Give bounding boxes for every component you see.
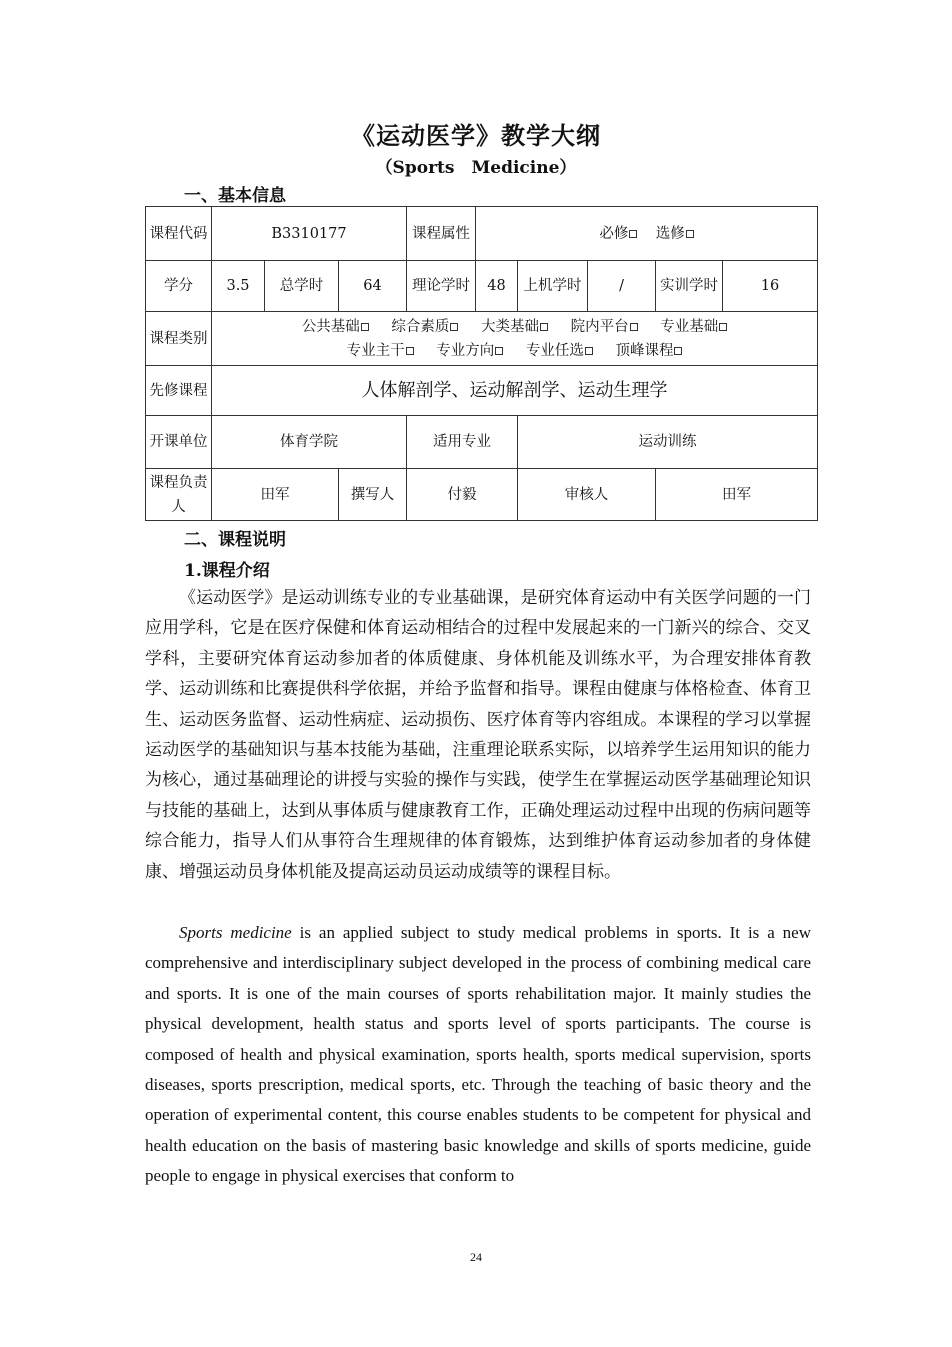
course-category-options	[212, 312, 818, 366]
course-owner-label: 课程负责人	[146, 469, 212, 521]
attribute-required: 必修	[599, 225, 629, 242]
checkbox-icon	[719, 323, 727, 331]
course-attribute-label: 课程属性	[407, 207, 476, 261]
course-intro-english	[145, 918, 811, 1192]
checkbox-icon	[630, 323, 638, 331]
category-option: 院内平台	[570, 318, 629, 335]
course-category-label: 课程类别	[146, 312, 212, 366]
category-option: 公共基础	[301, 318, 360, 335]
checkbox-icon	[495, 347, 503, 355]
checkbox-icon	[629, 230, 637, 238]
basic-info-table	[145, 206, 818, 521]
category-option: 综合素质	[391, 318, 450, 335]
checkbox-icon	[450, 323, 458, 331]
applicable-major-value: 运动训练	[518, 416, 818, 469]
theory-hours-value: 48	[476, 261, 518, 312]
course-attribute-options	[476, 207, 818, 261]
course-intro-chinese	[145, 583, 811, 887]
checkbox-icon	[674, 347, 682, 355]
course-owner-value: 田军	[212, 469, 339, 521]
category-option: 大类基础	[481, 318, 540, 335]
total-hours-value: 64	[339, 261, 407, 312]
reviewer-value: 田军	[656, 469, 818, 521]
attribute-elective: 选修	[655, 225, 685, 242]
writer-value: 付毅	[407, 469, 518, 521]
page-number: 24	[470, 1250, 482, 1264]
category-option: 专业方向	[436, 342, 495, 359]
category-option: 顶峰课程	[615, 342, 674, 359]
prerequisite-value: 人体解剖学、运动解剖学、运动生理学	[212, 366, 818, 416]
category-option: 专业基础	[660, 318, 719, 335]
course-intro-heading: 1.课程介绍	[184, 561, 270, 581]
category-option: 专业任选	[525, 342, 584, 359]
total-hours-label: 总学时	[265, 261, 339, 312]
section-course-description-heading: 二、课程说明	[184, 530, 286, 550]
practice-hours-label: 实训学时	[656, 261, 723, 312]
practice-hours-value: 16	[723, 261, 818, 312]
theory-hours-label: 理论学时	[407, 261, 476, 312]
prerequisite-label: 先修课程	[146, 366, 212, 416]
category-option: 专业主干	[346, 342, 405, 359]
document-title: 《运动医学》教学大纲	[351, 121, 601, 150]
computer-hours-value: /	[588, 261, 656, 312]
checkbox-icon	[686, 230, 694, 238]
section-basic-info-heading: 一、基本信息	[184, 186, 286, 206]
course-code-value: B3310177	[212, 207, 407, 261]
writer-label: 撰写人	[339, 469, 407, 521]
checkbox-icon	[540, 323, 548, 331]
applicable-major-label: 适用专业	[407, 416, 518, 469]
department-label: 开课单位	[146, 416, 212, 469]
computer-hours-label: 上机学时	[518, 261, 588, 312]
credit-value: 3.5	[212, 261, 265, 312]
english-course-name: Sports medicine	[179, 923, 292, 942]
credit-label: 学分	[146, 261, 212, 312]
checkbox-icon	[361, 323, 369, 331]
checkbox-icon	[406, 347, 414, 355]
department-value: 体育学院	[212, 416, 407, 469]
english-paragraph	[145, 918, 811, 1192]
chinese-paragraph: 《运动医学》是运动训练专业的专业基础课，是研究体育运动中有关医学问题的一门应用学科，它是在医疗保健和体育运动相结合的过程中发展起来的一门新兴的综合、交叉学科，主要研究体育运动参加者的体质健康、身体机能及训练水平，为合理安排体育教学、运动训练和比赛提供科学依据，并给予监督和指导。课程由健康与体格检查、体育卫生、运动医务监督、运动性病症、运动损伤、医疗体育等内容组成。本课程的学习以掌握运动医学的基础知识与基本技能为基础，注重理论联系实际，以培养学生运用知识的能力为核心，通过基础理论的讲授与实验的操作与实践，使学生在掌握运动医学基础理论知识与技能的基础上，达到从事体质与健康教育工作，正确处理运动过程中出现的伤病问题等综合能力，指导人们从事符合生理规律的体育锻炼，达到维护体育运动参加者的身体健康、增强运动员身体机能及提高运动员运动成绩等的课程目标。	[145, 588, 811, 882]
checkbox-icon	[585, 347, 593, 355]
english-paragraph-text: is an applied subject to study medical problems in sports. It is a new comprehensive and interdisciplinary subject developed in the process of combining medical care and sports. It is one of the main courses of sports rehabilitation major. It mainly studies the physical development, health status and sports level of sports participants. The course is composed of health and physical examination, sports health, sports medical supervision, sports diseases, sports prescription, medical sports, etc. Through the teaching of basic theory and the operation of experimental content, this course enables students to be competent for physical and health education on the basis of mastering basic knowledge and skills of sports medicine, guide people to engage in physical exercises that conform to	[145, 923, 811, 1186]
course-code-label: 课程代码	[146, 207, 212, 261]
reviewer-label: 审核人	[518, 469, 656, 521]
document-subtitle: （Sports Medicine）	[375, 158, 577, 178]
